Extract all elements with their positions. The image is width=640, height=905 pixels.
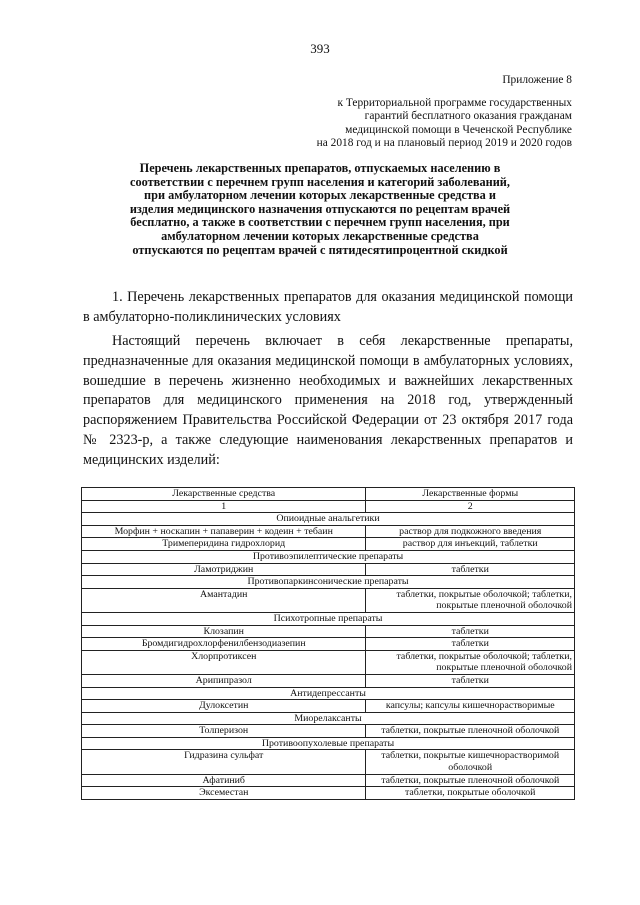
table-group-row — [82, 550, 575, 563]
table-row — [82, 563, 575, 576]
group-label: Противопаркинсонические препараты — [82, 576, 575, 589]
table-group-row — [82, 513, 575, 526]
medicine-name: Амантадин — [82, 588, 366, 612]
appendix-header-line: на 2018 год и на плановый период 2019 и 2020 годов — [316, 137, 572, 149]
table-group-row — [82, 612, 575, 625]
dosage-form: раствор для подкожного введения — [366, 525, 575, 538]
medicine-name: Морфин + носкапин + папаверин + кодеин + тебаин — [82, 525, 366, 538]
title-line: изделия медицинского назначения отпускаются по рецептам врачей — [129, 201, 511, 216]
header-forms: Лекарственные формы — [366, 488, 575, 501]
intro-paragraph: Настоящий перечень включает в себя лекарственные препараты, предназначенные для оказания медицинской помощи в амбулаторных условиях, вошедшие в перечень жизненно необходимых и важнейших лекарственных препаратов для медицинского применения на 2018 год, утвержденный распоряжением Правительства Российской Федерации от 23 октября 2017 года № 2323-р, а также следующие наименования лекарственных препаратов и медицинских изделий: — [83, 333, 573, 468]
dosage-form: таблетки — [366, 563, 575, 576]
dosage-form: таблетки — [366, 638, 575, 651]
header-medicines: Лекарственные средства — [82, 488, 366, 501]
appendix-header-line: к Территориальной программе государственных — [337, 96, 572, 109]
medicine-name: Хлорпротиксен — [82, 650, 366, 674]
dosage-form: раствор для инъекций, таблетки — [366, 538, 575, 551]
table-row — [82, 625, 575, 638]
dosage-form: таблетки, покрытые пленочной оболочкой — [366, 725, 575, 738]
group-label: Психотропные препараты — [82, 612, 575, 625]
title-line: амбулаторном лечении которых лекарственные средства — [161, 228, 479, 243]
medicine-name: Афатиниб — [82, 774, 366, 787]
table-group-row — [82, 712, 575, 725]
medicine-name: Гидразина сульфат — [82, 750, 366, 774]
column-number: 2 — [366, 500, 575, 513]
title-line: бесплатно, а также в соответствии с перечнем групп населения, при — [130, 215, 510, 230]
group-label: Противоопухолевые препараты — [82, 737, 575, 750]
table-row — [82, 674, 575, 687]
table-row — [82, 650, 575, 674]
dosage-form: капсулы; капсулы кишечнорастворимые — [366, 700, 575, 713]
column-number: 1 — [82, 500, 366, 513]
medicine-name: Арипипразол — [82, 674, 366, 687]
group-label: Противоэпилептические препараты — [82, 550, 575, 563]
medicine-name: Эксеместан — [82, 787, 366, 800]
medicine-name: Дулоксетин — [82, 700, 366, 713]
title-line: соответствии с перечнем групп населения и категорий заболеваний, — [130, 174, 510, 189]
table-row — [82, 774, 575, 787]
title-line: отпускаются по рецептам врачей с пятидесятипроцентной скидкой — [132, 242, 508, 257]
appendix-number: Приложение 8 — [502, 74, 572, 86]
group-label: Опиоидные анальгетики — [82, 513, 575, 526]
dosage-form: таблетки, покрытые оболочкой; таблетки, покрытые пленочной оболочкой — [366, 650, 575, 674]
medicines-table — [81, 487, 575, 800]
page-number: 393 — [310, 41, 330, 56]
table-group-row — [82, 737, 575, 750]
medicine-name: Тримеперидина гидрохлорид — [82, 538, 366, 551]
dosage-form: таблетки, покрытые оболочкой — [366, 787, 575, 800]
table-row — [82, 638, 575, 651]
title-line: Перечень лекарственных препаратов, отпускаемых населению в — [139, 161, 501, 175]
medicine-name: Ламотриджин — [82, 563, 366, 576]
table-group-row — [82, 687, 575, 700]
appendix-header-line: медицинской помощи в Чеченской Республике — [345, 123, 572, 136]
medicine-name: Бромдигидрохлорфенилбензодиазепин — [82, 638, 366, 651]
medicines-table-body — [82, 488, 575, 800]
table-row — [82, 700, 575, 713]
dosage-form: таблетки, покрытые пленочной оболочкой — [366, 774, 575, 787]
appendix-header — [242, 74, 572, 151]
table-column-number-row — [82, 500, 575, 513]
medicine-name: Клозапин — [82, 625, 366, 638]
dosage-form: таблетки — [366, 625, 575, 638]
table-group-row — [82, 576, 575, 589]
table-row — [82, 525, 575, 538]
document-title — [70, 162, 570, 257]
appendix-header-line: гарантий бесплатного оказания гражданам — [364, 110, 572, 122]
title-line: при амбулаторном лечении которых лекарственные средства и — [144, 188, 496, 203]
dosage-form: таблетки, покрытые оболочкой; таблетки, покрытые пленочной оболочкой — [366, 588, 575, 612]
section-heading: 1. Перечень лекарственных препаратов для оказания медицинской помощи в амбулаторно-поликлинических условиях — [83, 289, 573, 325]
dosage-form: таблетки, покрытые кишечнорастворимой оболочкой — [366, 750, 575, 774]
group-label: Антидепрессанты — [82, 687, 575, 700]
table-row — [82, 588, 575, 612]
medicine-name: Толперизон — [82, 725, 366, 738]
table-row — [82, 538, 575, 551]
table-header-row — [82, 488, 575, 501]
dosage-form: таблетки — [366, 674, 575, 687]
table-row — [82, 725, 575, 738]
table-row — [82, 750, 575, 774]
table-row — [82, 787, 575, 800]
group-label: Миорелаксанты — [82, 712, 575, 725]
